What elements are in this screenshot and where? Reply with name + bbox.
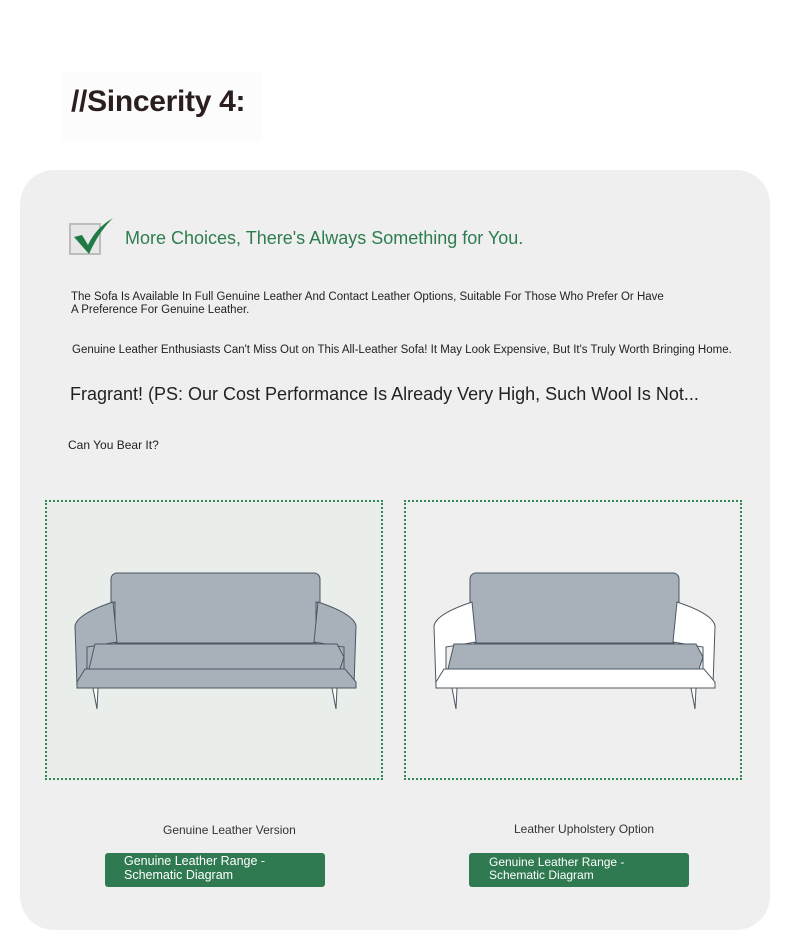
section-title: //Sincerity 4: xyxy=(71,85,246,118)
genuine-leather-card xyxy=(45,500,383,780)
checkbox-checked-icon xyxy=(69,223,101,255)
description-paragraph-3: Fragrant! (PS: Our Cost Performance Is Already Very High, Such Wool Is Not... xyxy=(70,384,699,404)
description-paragraph-4: Can You Bear It? xyxy=(68,438,159,452)
description-paragraph-2: Genuine Leather Enthusiasts Can't Miss Out on This All-Leather Sofa! It May Look Expensive, But It's Truly Worth Bringing Home. xyxy=(72,344,732,356)
sofa-genuine-leather-icon xyxy=(47,502,381,778)
sofa-leather-upholstery-icon xyxy=(406,502,740,778)
genuine-leather-schematic-button[interactable]: Genuine Leather Range - Schematic Diagram xyxy=(105,853,325,887)
leather-upholstery-caption: Leather Upholstery Option xyxy=(514,822,655,836)
section-heading xyxy=(62,72,262,140)
leather-upholstery-schematic-button[interactable]: Genuine Leather Range - Schematic Diagram xyxy=(469,853,689,887)
feature-subtitle: More Choices, There's Always Something for You. xyxy=(125,228,524,248)
leather-upholstery-card xyxy=(404,500,742,780)
description-paragraph-1: The Sofa Is Available In Full Genuine Leather And Contact Leather Options, Suitable For Those Who Prefer Or Have A Preference For Genuine Leather. xyxy=(71,291,664,316)
genuine-leather-caption: Genuine Leather Version xyxy=(163,823,296,837)
